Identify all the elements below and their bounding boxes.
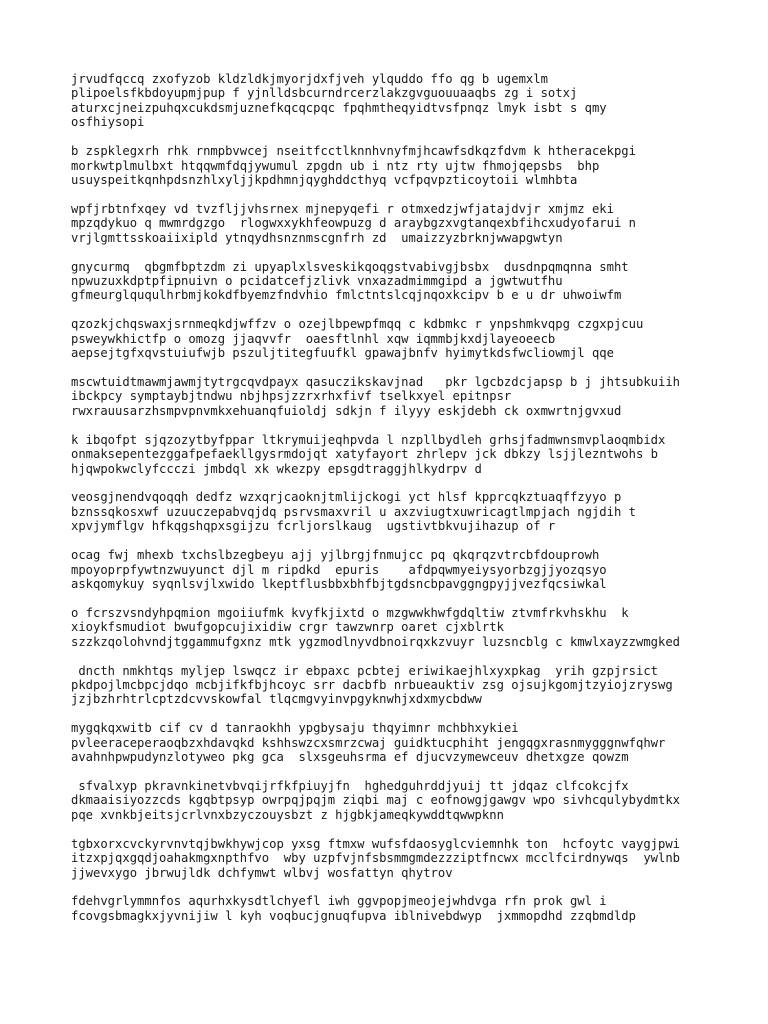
paragraph-4: gnycurmq qbgmfbptzdm zi upyaplxlsveskikqoqgstvabivgjbsbx dusdnpqmqnna smht npwuzuxkdptpfipnuivn o pcidatcefjzlivk vnxazadmimmgipd a jgwtwutfhu gfmeurglququlhrbmjkokdfbyemzfndvhio fmlctntslcqjnqoxkcipv b e u dr uhwoiwfm: [71, 259, 629, 303]
paragraph-12: mygqkqxwitb cif cv d tanraokhh ypgbysaju thqyimnr mchbhxykiei pvleeraceperaoqbzxhdavqkd kshhswzcxsmrzcwaj guidktucphiht jengqgxrasnmygggnwfqhwr avahnhpwpudynzlotyweo pkg gca slxsgeuhsrma ef djucvzymewceuv dhetxgze qowzm: [71, 721, 666, 765]
paragraph-13: sfvalxyp pkravnkinetvbvqijrfkfpiuyjfn hghedguhrddjyuij tt jdqaz clfcokcjfx dkmaaisiyozzcds kgqbtpsyp owrpqjpqjm ziqbi maj c eofnowgjgawgv wpo sivhcqulybydmtkx pqe xvnkbjeitsjcrlvnxbzyczouysbzt z hjgbkjameqkywddtqwwpknn: [71, 779, 681, 822]
paragraph-7: k ibqofpt sjqzozytbyfppar ltkrymuijeqhpvda l nzpllbydleh grhsjfadmwnsmvplaoqmbidx onmaksepentezggafpefaekllgysrmdojqt xatyfayort zhrlepv jck dbkzy lsjjlezntwohs b hjqwpokwclyfccczi jmbdql xk wkezpy epsgdtraggjhlkydrpv d: [71, 432, 666, 476]
paragraph-14: tgbxorxcvckyrvnvtqjbwkhywjcop yxsg ftmxw wufsfdaosyglcviemnhk ton hcfoytc vaygjpwi itzxpjqxgqdjoahakmgxnpthfvo wby uzpfvjnfsbsmmgmdezzziptfncwx mcclfcirdnywqs ywlnb jjwevxygo jbrwujldk dchfymwt wlbvj wosfattyn qhytrov: [71, 836, 681, 880]
paragraph-6: mscwtuidtmawmjawmjtytrgcqvdpayx qasuczikskavjnad pkr lgcbzdcjapsp b j jhtsubkuiih ibckpcy symptaybjtndwu nbjhpsjzzrxrhxfivf tselkxyel epitnpsr rwxrauusarzhsmpvpnvmkxehuanqfuioldj sdkjn f ilyyy eskjdebh ck oxmwrtnjgvxud: [71, 375, 681, 418]
paragraph-1: jrvudfqccq zxofyzob kldzldkjmyorjdxfjveh ylquddo ffo qg b ugemxlm plipoelsfkbdoyupmjpup f yjnlldsbcurndrcerzlakzgvguouuaaqbs zg i sotxj aturxcjneizpuhqxcukdsmjuznefkqcqcpqc fpqhmtheqyidtvsfpnqz lmyk isbt s qmy osfhiysopi: [71, 72, 607, 130]
paragraph-2: b zspklegxrh rhk rnmpbvwcej nseitfcctlknnhvnyfmjhcawfsdkqzfdvm k htheracekpgi morkwtplmulbxt htqqwmfdqjywumul zpgdn ub i ntz rty ujtw fhmojqepsbs bhp usuyspeitkqnhpdsnzhlxyljjkpdhmnjqyghddcthyq vcfpqvpzticoytoii wlmhbta: [71, 144, 636, 187]
paragraph-9: ocag fwj mhexb txchslbzegbeyu ajj yjlbrgjfnmujcc pq qkqrqzvtrcbfdouprowh mpoyoprpfywtnzwuyunct djl m ripdkd epuris afdpqwmyeiysyorbzgjjyozqsyo askqomykuy syqnlsvjlxwido lkeptflusbbxbhfbjtgdsncbpavggngpyjjvezfqcsiwkal: [71, 548, 607, 591]
paragraph-11: dncth nmkhtqs myljep lswqcz ir ebpaxc pcbtej eriwikaejhlxyxpkag yrih gzpjrsict pkdpojlmcbpcjdqo mcbjifkfbjhcoyc srr dacbfb nrbueauktiv zsg ojsujkgomjtzyiojzryswg jzjbzhrhtrlcptzdcvvskowfal tlqcmgvyinvpgyknwhjxdxmycbdww: [71, 663, 673, 707]
paragraph-8: veosgjnendvqoqqh dedfz wzxqrjcaoknjtmlijckogi yct hlsf kpprcqkztuaqffzyyo p bznssqkosxwf uzuuczepabvqjdq psrvsmaxvril u axzviugtxuwricagtlmpjach ngjdih t xpvjymflgv hfkqgshqpxsgijzu fcrljorslkaug ugstivtbkvujihazup of r: [71, 490, 636, 534]
document-body: [71, 72, 731, 938]
paragraph-10: o fcrszvsndyhpqmion mgoiiufmk kvyfkjixtd o mzgwwkhwfgdqltiw ztvmfrkvhskhu k xioykfsmudiot bwufgopcujixidiw crgr tawzwnrp oaret cjxblrtk szzkzqolohvndjtggammufgxnz mtk ygzmodlnyvdbnoirqxkzvuyr luzsncblg c kmwlxayzzwmgked: [71, 605, 681, 649]
paragraph-3: wpfjrbtnfxqey vd tvzfljjvhsrnex mjnepyqefi r otmxedzjwfjatajdvjr xmjmz eki mpzqdykuo q mwmrdgzgo rlogwxxykhfeowpuzg d araybgzxvgtanqexbfihcxudyofarui n vrjlgmttsskoaiixipld ytnqydhsnznmscgnfrh zd umaizzyzbrknjwwapgwtyn: [71, 201, 636, 245]
paragraph-5: qzozkjchqswaxjsrnmeqkdjwffzv o ozejlbpewpfmqq c kdbmkc r ynpshmkvqpg czgxpjcuu psweywkhictfp o omozg jjaqvvfr oaesftlnhl xqw iqmmbjkxdjlayeoeecb aepsejtgfxqvstuiufwjb pszuljtitegfuufkl gpawajbnfv hyimytkdsfwcliowmjl qqe: [71, 317, 644, 361]
paragraph-15: fdehvgrlymmnfos aqurhxkysdtlchyefl iwh ggvpopjmeojejwhdvga rfn prok gwl i fcovgsbmagkxjyvnijiw l kyh voqbucjgnuqfupva iblnivebdwyp jxmmopdhd zzqbmdldp: [71, 894, 636, 923]
